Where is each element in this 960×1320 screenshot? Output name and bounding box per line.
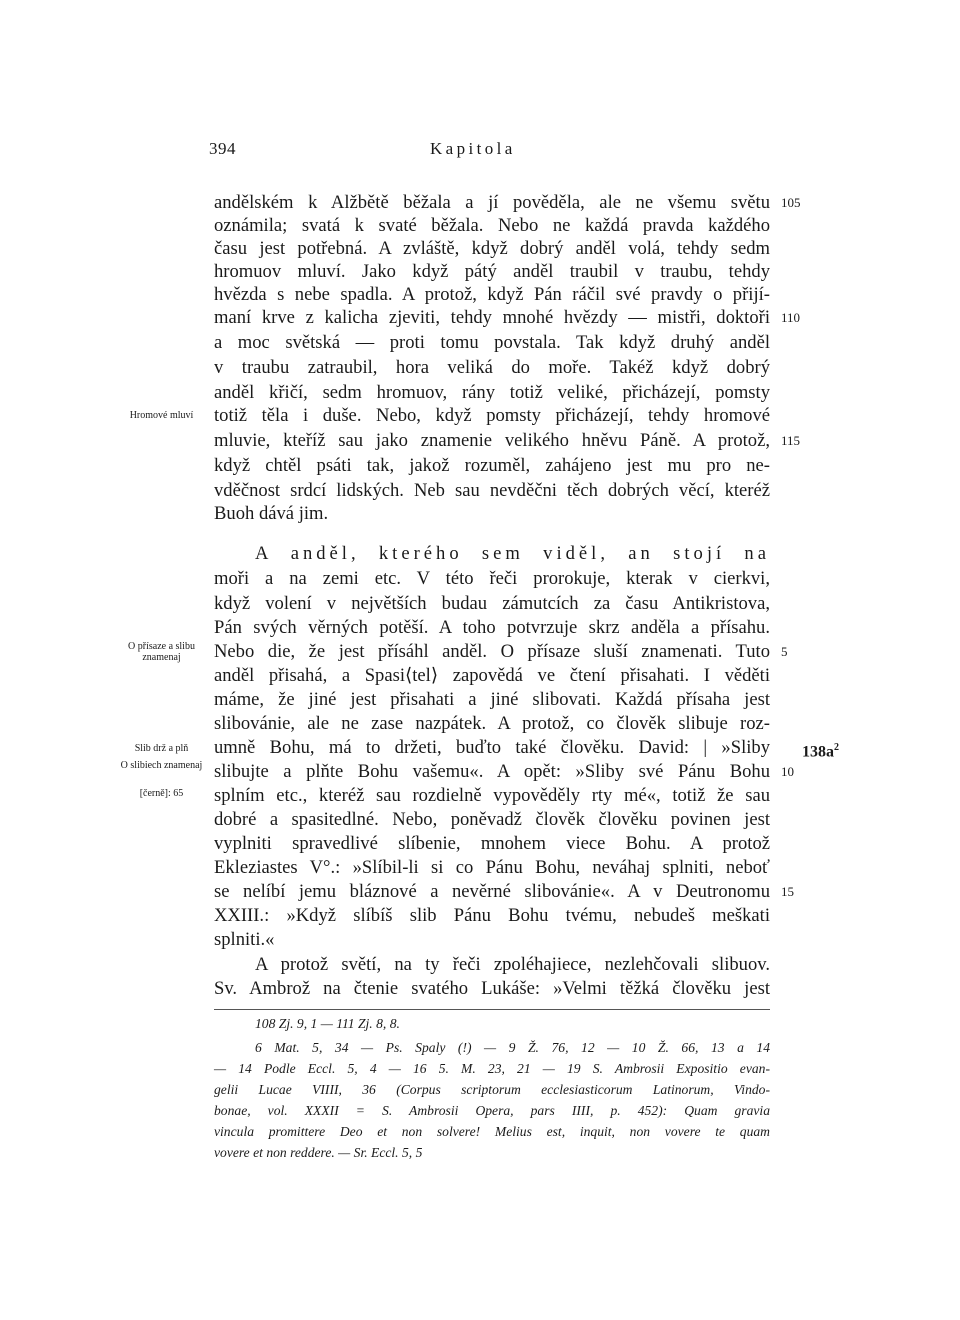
text-line: moři a na zemi etc. V této řeči prorokuje, kterak v cierkvi, xyxy=(214,568,770,589)
text-line: slibovánie, ale ne zase nazpátek. A protož, co člověk slibuje roz- xyxy=(214,713,770,734)
running-title: Kapitola xyxy=(430,139,516,158)
text-line: splním etc., kteréž sau rozdielně vypověděly rty mé«, totiž že sau xyxy=(214,785,770,806)
footnote-line: vincula promittere Deo et non solvere! Melius est, inquit, non vovere te quam xyxy=(214,1124,770,1139)
text-line: se nelíbí jemu bláznové a nevěrné slibovánie«. A v Deutronomu xyxy=(214,881,770,902)
text-line: splniti.« xyxy=(214,929,275,950)
footnote-line: 6 Mat. 5, 34 — Ps. Spaly (!) — 9 Ž. 76, 12 — 10 Ž. 66, 13 a 14 xyxy=(255,1040,770,1055)
text-line: a moc světská — proti tomu povstala. Tak když druhý anděl xyxy=(214,332,770,353)
footnote-line: — 14 Podle Eccl. 5, 4 — 16 5. M. 23, 21 — 19 S. Ambrosii Expositio evan- xyxy=(214,1061,770,1076)
line-number: 115 xyxy=(781,433,801,448)
text-line: oznámila; svatá k svaté běžala. Nebo ne každá pravda každého xyxy=(214,215,770,236)
text-line: maní krve z kalicha zjeviti, tehdy mnohé hvězdy — mistři, doktoři xyxy=(214,307,770,328)
folio-text: 138a xyxy=(802,743,834,761)
line-number: 10 xyxy=(781,764,794,779)
margin-note: Slib drž a plň xyxy=(134,743,189,754)
text-line: Pán svých věrných potěší. A toho potvrzuje skrz anděla a přísahu. xyxy=(214,617,770,638)
text-line: když chtěl psáti tak, jakož rozuměl, zahájeno jest mu pro ne- xyxy=(214,455,770,476)
text-line: XXIII.: »Když slíbíš slib Pánu Bohu tvému, nebudeš meškati xyxy=(214,905,770,926)
footnote-line: gelii Lucae VIIII, 36 (Corpus scriptorum ecclesiasticorum Latinorum, Vindo- xyxy=(214,1082,770,1097)
line-number: 5 xyxy=(781,644,788,659)
text-line: slibujte a plňte Bohu vašemu«. A opět: »Sliby své Pánu Bohu xyxy=(214,761,770,782)
text-line: máme, že jiné jest přisahati a jiné slibovati. Každá přísaha jest xyxy=(214,689,770,710)
text-line: hvězda s nebe spadla. A protož, když Pán ráčil své pravdy o přijí- xyxy=(214,284,770,305)
text-line: v traubu zatraubil, hora veliká do moře. Takéž když dobrý xyxy=(214,357,770,378)
margin-note: [černě]: 65 xyxy=(139,788,184,799)
line-number: 110 xyxy=(781,310,801,325)
text-line: andělském k Alžbětě běžala a jí pověděla, ale ne všemu světu xyxy=(214,192,770,213)
footnote-line: vovere et non reddere. — Sr. Eccl. 5, 5 xyxy=(214,1145,423,1160)
line-number: 105 xyxy=(781,195,801,210)
text-line: Sv. Ambrož na čtenie svatého Lukáše: »Velmi těžká člověku jest xyxy=(214,978,770,999)
footnote-divider xyxy=(214,1009,770,1010)
margin-note: O slibiech znamenaj xyxy=(120,760,203,771)
text-line: vděčnost srdcí lidských. Neb sau nevděčni těch dobrých věcí, kteréž xyxy=(214,480,770,501)
text-line: umně Bohu, má to držeti, buďto také člověku. David: | »Sliby xyxy=(214,737,770,758)
text-line: když volení v největších budau zámutcích za času Antikristova, xyxy=(214,593,770,614)
text-line: Buoh dává jim. xyxy=(214,503,329,524)
text-line: A anděl, kterého sem viděl, an stojí na xyxy=(255,543,770,564)
text-line: dobré a spasitedlné. Nebo, poněvadž člověk člověku povinen jest xyxy=(214,809,770,830)
margin-note: Hromové mluví xyxy=(129,410,194,421)
text-line: anděl křičí, sedm hromuov, rány totiž veliké, přicházejí, pomsty xyxy=(214,382,770,403)
text-line: mluvie, kteříž sau jako znamenie velikého hněvu Páně. A protož, xyxy=(214,430,770,451)
text-line: totiž těla i duše. Nebo, když pomsty přicházejí, tehdy hromové xyxy=(214,405,770,426)
text-line: Ekleziastes V°.: »Slíbil-li si co Pánu Bohu, neváhaj splniti, neboť xyxy=(214,857,770,878)
page-number: 394 xyxy=(209,139,236,158)
text-line: času jest potřebná. A zvláště, když dobrý anděl volá, tehdy sedm xyxy=(214,238,770,259)
margin-note: O přísaze a slibu znamenaj xyxy=(128,641,195,663)
text-line: vyplniti spravedlivé slíbenie, mnohem viece Bohu. A protož xyxy=(214,833,770,854)
text-line: Nebo die, že jest přísáhl anděl. O přísaze sluší znamenati. Tuto xyxy=(214,641,770,662)
footnote-line: bonae, vol. XXXII = S. Ambrosii Opera, pars IIII, p. 452): Quam gravia xyxy=(214,1103,770,1118)
folio-sup: 2 xyxy=(834,742,839,753)
text-line: A protož světí, na ty řeči zpoléhajiece, nezlehčovali slibuov. xyxy=(255,954,770,975)
text-line: hromuov mluví. Jako když pátý anděl traubil v traubu, tehdy xyxy=(214,261,770,282)
line-number: 15 xyxy=(781,884,794,899)
folio-marker xyxy=(802,736,839,763)
footnote-line: 108 Zj. 9, 1 — 111 Zj. 8, 8. xyxy=(255,1016,400,1031)
text-line: anděl přisahá, a Spasi⟨tel⟩ zapovědá ve čtení přisahati. I věděti xyxy=(214,665,770,686)
